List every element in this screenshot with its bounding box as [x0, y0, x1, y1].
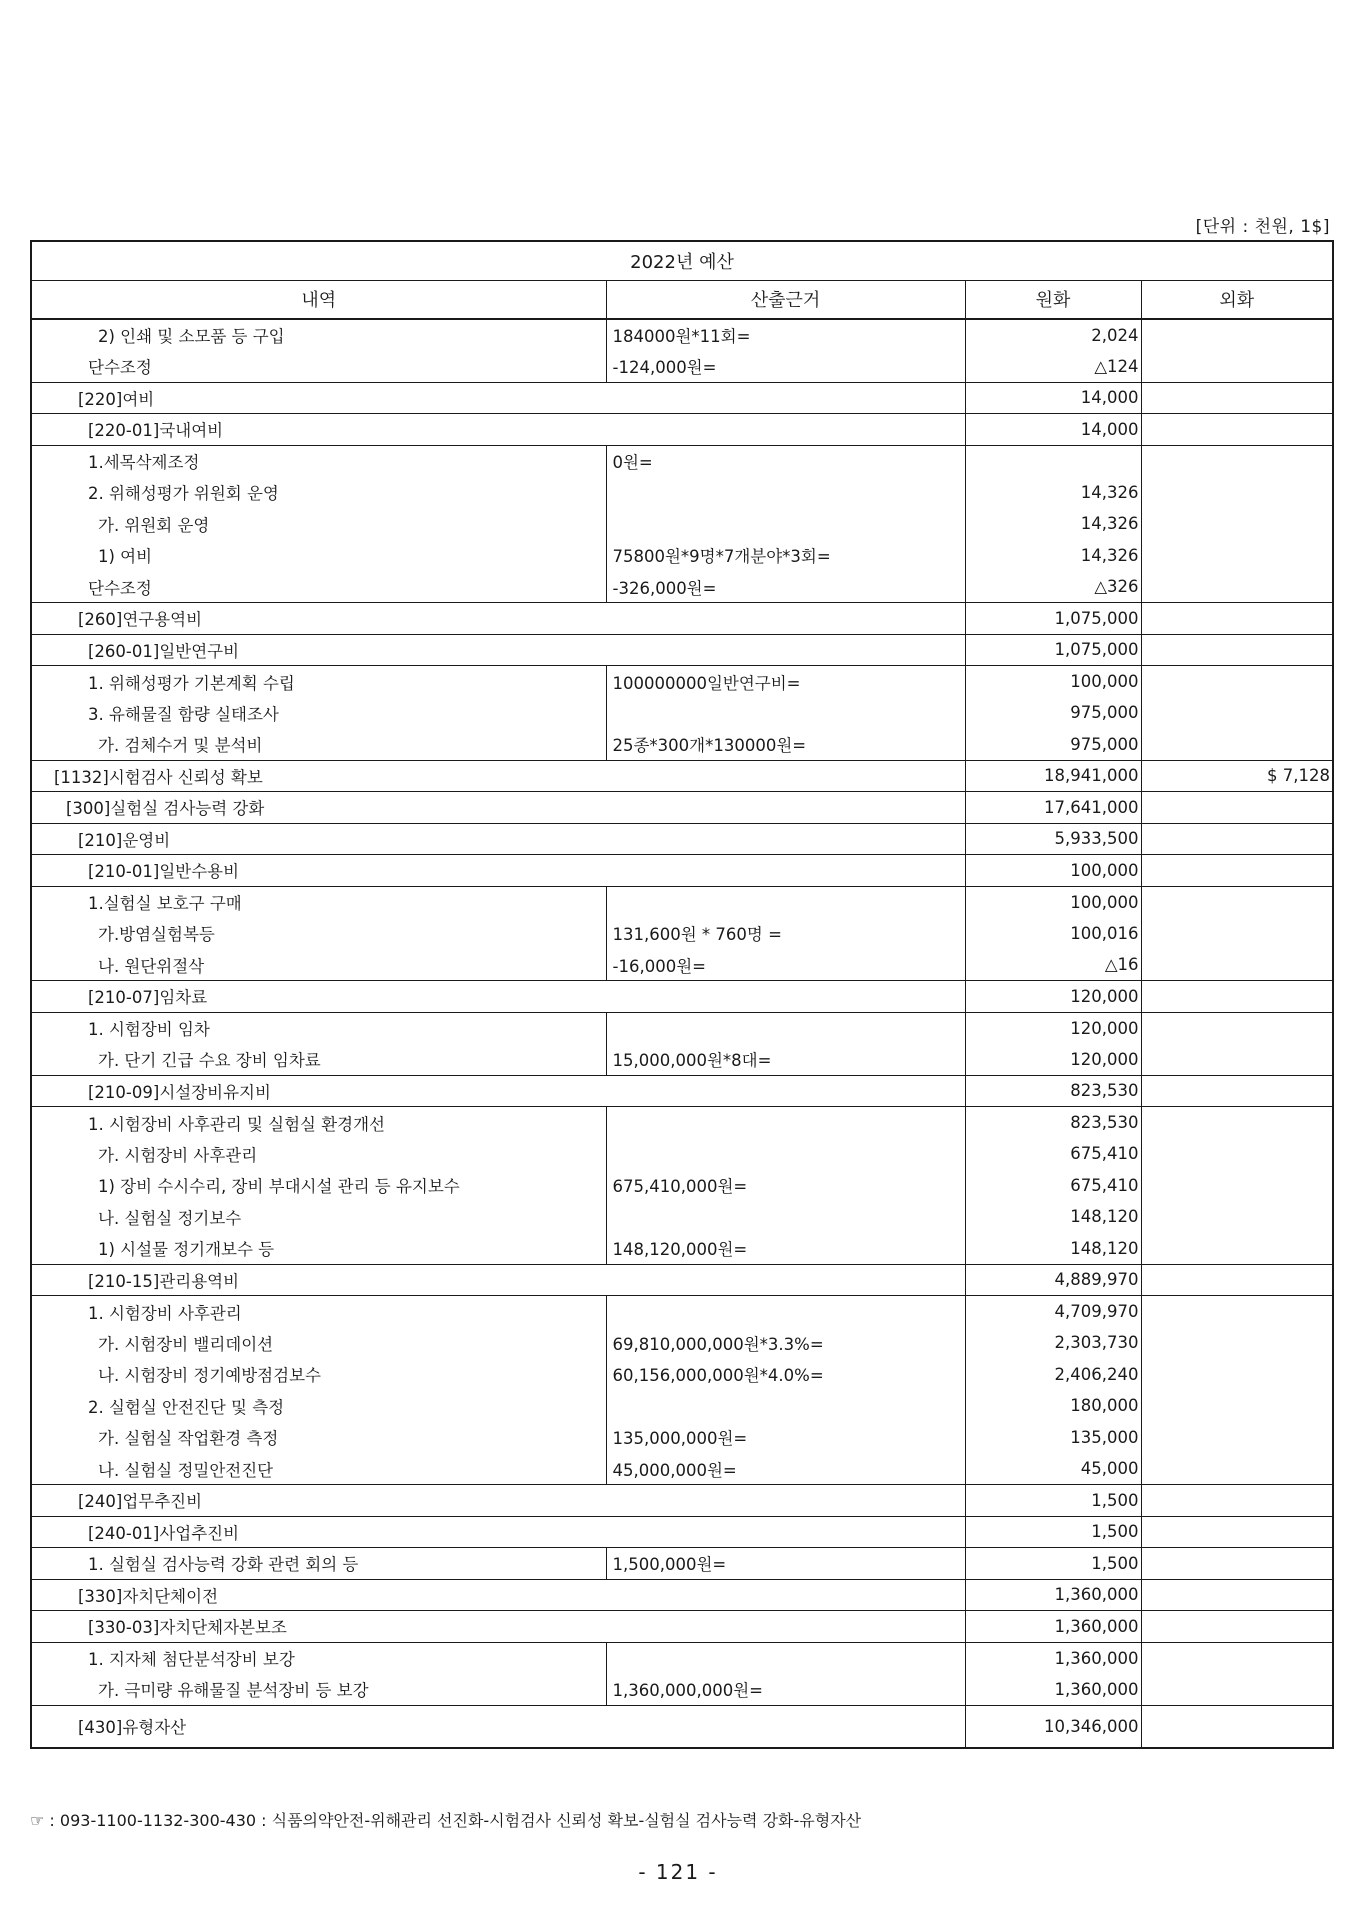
- row-foreign-amount: [1141, 1453, 1333, 1485]
- table-row: [31, 918, 1333, 950]
- table-row: [31, 1611, 1333, 1643]
- row-krw-amount: 675,410: [965, 1170, 1141, 1202]
- row-description: 나. 원단위절삭: [31, 949, 606, 981]
- table-row: [31, 1516, 1333, 1548]
- row-foreign-amount: [1141, 918, 1333, 950]
- row-krw-amount: 975,000: [965, 729, 1141, 761]
- row-foreign-amount: [1141, 949, 1333, 981]
- table-row: [31, 540, 1333, 572]
- row-foreign-amount: [1141, 823, 1333, 855]
- row-foreign-amount: [1141, 1390, 1333, 1422]
- row-description: 1.실험실 보호구 구매: [31, 886, 606, 918]
- row-krw-amount: 5,933,500: [965, 823, 1141, 855]
- row-basis: 0원=: [606, 445, 965, 477]
- row-foreign-amount: [1141, 1485, 1333, 1517]
- table-row: [31, 603, 1333, 635]
- row-basis: [606, 1107, 965, 1139]
- row-description: 2. 위해성평가 위원회 운영: [31, 477, 606, 509]
- table-row: [31, 351, 1333, 383]
- row-basis: 69,810,000,000원*3.3%=: [606, 1327, 965, 1359]
- row-foreign-amount: [1141, 792, 1333, 824]
- row-krw-amount: 14,326: [965, 477, 1141, 509]
- row-description: 가.방염실험복등: [31, 918, 606, 950]
- table-row: [31, 1485, 1333, 1517]
- row-krw-amount: △124: [965, 351, 1141, 383]
- row-description: [220]여비: [31, 382, 965, 414]
- table-row: [31, 1327, 1333, 1359]
- row-description: [430]유형자산: [31, 1705, 965, 1748]
- row-basis: [606, 1296, 965, 1328]
- row-description: 가. 시험장비 밸리데이션: [31, 1327, 606, 1359]
- row-krw-amount: 45,000: [965, 1453, 1141, 1485]
- table-row: [31, 792, 1333, 824]
- row-description: 1.세목삭제조정: [31, 445, 606, 477]
- row-basis: 148,120,000원=: [606, 1233, 965, 1265]
- row-foreign-amount: [1141, 382, 1333, 414]
- column-header-foreign: 외화: [1141, 280, 1333, 319]
- row-krw-amount: 100,000: [965, 855, 1141, 887]
- row-foreign-amount: [1141, 697, 1333, 729]
- row-krw-amount: 148,120: [965, 1201, 1141, 1233]
- row-foreign-amount: [1141, 1012, 1333, 1044]
- table-row: [31, 1075, 1333, 1107]
- row-foreign-amount: $ 7,128: [1141, 760, 1333, 792]
- table-row: [31, 1579, 1333, 1611]
- row-basis: 45,000,000원=: [606, 1453, 965, 1485]
- row-description: [330-03]자치단체자본보조: [31, 1611, 965, 1643]
- table-row: [31, 855, 1333, 887]
- row-foreign-amount: [1141, 1264, 1333, 1296]
- row-foreign-amount: [1141, 1642, 1333, 1674]
- row-krw-amount: 180,000: [965, 1390, 1141, 1422]
- column-header-description: 내역: [31, 280, 606, 319]
- row-description: 1. 위해성평가 기본계획 수립: [31, 666, 606, 698]
- row-krw-amount: 823,530: [965, 1107, 1141, 1139]
- row-description: [210-15]관리용역비: [31, 1264, 965, 1296]
- row-krw-amount: 14,000: [965, 414, 1141, 446]
- row-description: [300]실험실 검사능력 강화: [31, 792, 965, 824]
- row-krw-amount: 1,500: [965, 1516, 1141, 1548]
- table-row: [31, 729, 1333, 761]
- row-basis: -16,000원=: [606, 949, 965, 981]
- table-row: [31, 445, 1333, 477]
- row-foreign-amount: [1141, 571, 1333, 603]
- row-krw-amount: 2,406,240: [965, 1359, 1141, 1391]
- row-foreign-amount: [1141, 445, 1333, 477]
- table-row: [31, 477, 1333, 509]
- table-row: [31, 666, 1333, 698]
- row-krw-amount: 2,303,730: [965, 1327, 1141, 1359]
- row-foreign-amount: [1141, 855, 1333, 887]
- row-description: 가. 시험장비 사후관리: [31, 1138, 606, 1170]
- row-description: 1) 장비 수시수리, 장비 부대시설 관리 등 유지보수: [31, 1170, 606, 1202]
- table-row: [31, 571, 1333, 603]
- table-row: [31, 1296, 1333, 1328]
- table-row: [31, 1453, 1333, 1485]
- table-row: [31, 1233, 1333, 1265]
- table-row: [31, 1422, 1333, 1454]
- row-basis: [606, 477, 965, 509]
- row-description: 가. 위원회 운영: [31, 508, 606, 540]
- row-foreign-amount: [1141, 1579, 1333, 1611]
- row-basis: [606, 1642, 965, 1674]
- footnote: ☞ : 093-1100-1132-300-430 : 식품의약안전-위해관리 선진화-시험검사 신뢰성 확보-실험실 검사능력 강화-유형자산: [30, 1811, 862, 1830]
- row-krw-amount: 14,326: [965, 508, 1141, 540]
- table-row: [31, 1264, 1333, 1296]
- row-description: 2. 실험실 안전진단 및 측정: [31, 1390, 606, 1422]
- row-foreign-amount: [1141, 981, 1333, 1013]
- row-basis: [606, 1201, 965, 1233]
- row-foreign-amount: [1141, 729, 1333, 761]
- row-krw-amount: 120,000: [965, 1012, 1141, 1044]
- table-row: [31, 1642, 1333, 1674]
- row-krw-amount: 2,024: [965, 319, 1141, 351]
- row-krw-amount: [965, 445, 1141, 477]
- row-krw-amount: 1,075,000: [965, 603, 1141, 635]
- row-foreign-amount: [1141, 1327, 1333, 1359]
- row-basis: 135,000,000원=: [606, 1422, 965, 1454]
- row-description: 가. 단기 긴급 수요 장비 임차료: [31, 1044, 606, 1076]
- table-row: [31, 382, 1333, 414]
- row-foreign-amount: [1141, 1201, 1333, 1233]
- row-krw-amount: 100,000: [965, 886, 1141, 918]
- row-foreign-amount: [1141, 351, 1333, 383]
- row-basis: 100000000일반연구비=: [606, 666, 965, 698]
- row-description: 가. 실험실 작업환경 측정: [31, 1422, 606, 1454]
- row-krw-amount: 1,360,000: [965, 1611, 1141, 1643]
- row-krw-amount: 100,016: [965, 918, 1141, 950]
- row-foreign-amount: [1141, 603, 1333, 635]
- row-foreign-amount: [1141, 1107, 1333, 1139]
- row-description: [240]업무추진비: [31, 1485, 965, 1517]
- row-description: [210]운영비: [31, 823, 965, 855]
- row-foreign-amount: [1141, 1233, 1333, 1265]
- table-row: [31, 760, 1333, 792]
- row-krw-amount: 1,500: [965, 1485, 1141, 1517]
- table-row: [31, 1548, 1333, 1580]
- row-description: 1. 시험장비 사후관리 및 실험실 환경개선: [31, 1107, 606, 1139]
- row-description: 1) 여비: [31, 540, 606, 572]
- row-foreign-amount: [1141, 1138, 1333, 1170]
- row-foreign-amount: [1141, 886, 1333, 918]
- row-description: 나. 실험실 정기보수: [31, 1201, 606, 1233]
- row-basis: [606, 1138, 965, 1170]
- page-number: - 121 -: [638, 1860, 718, 1884]
- unit-label: [단위 : 천원, 1$]: [1195, 217, 1330, 237]
- row-krw-amount: 975,000: [965, 697, 1141, 729]
- row-krw-amount: 18,941,000: [965, 760, 1141, 792]
- row-basis: 184000원*11회=: [606, 319, 965, 351]
- table-row: [31, 1674, 1333, 1706]
- row-basis: -124,000원=: [606, 351, 965, 383]
- row-foreign-amount: [1141, 1705, 1333, 1748]
- row-basis: [606, 886, 965, 918]
- row-description: 나. 시험장비 정기예방점검보수: [31, 1359, 606, 1391]
- row-krw-amount: 14,000: [965, 382, 1141, 414]
- row-basis: 60,156,000,000원*4.0%=: [606, 1359, 965, 1391]
- row-krw-amount: 1,360,000: [965, 1579, 1141, 1611]
- row-foreign-amount: [1141, 1170, 1333, 1202]
- column-header-krw: 원화: [965, 280, 1141, 319]
- row-krw-amount: 148,120: [965, 1233, 1141, 1265]
- row-description: 가. 극미량 유해물질 분석장비 등 보강: [31, 1674, 606, 1706]
- row-basis: 1,360,000,000원=: [606, 1674, 965, 1706]
- row-foreign-amount: [1141, 1674, 1333, 1706]
- row-krw-amount: 14,326: [965, 540, 1141, 572]
- row-description: [220-01]국내여비: [31, 414, 965, 446]
- row-description: [260]연구용역비: [31, 603, 965, 635]
- row-description: 1. 지자체 첨단분석장비 보강: [31, 1642, 606, 1674]
- row-krw-amount: 4,889,970: [965, 1264, 1141, 1296]
- table-row: [31, 1359, 1333, 1391]
- row-foreign-amount: [1141, 477, 1333, 509]
- row-foreign-amount: [1141, 1548, 1333, 1580]
- row-krw-amount: 10,346,000: [965, 1705, 1141, 1748]
- row-description: [210-09]시설장비유지비: [31, 1075, 965, 1107]
- row-basis: 675,410,000원=: [606, 1170, 965, 1202]
- table-row: [31, 981, 1333, 1013]
- row-foreign-amount: [1141, 1611, 1333, 1643]
- row-basis: 131,600원 * 760명 =: [606, 918, 965, 950]
- row-description: 1. 실험실 검사능력 강화 관련 회의 등: [31, 1548, 606, 1580]
- row-description: 2) 인쇄 및 소모품 등 구입: [31, 319, 606, 351]
- table-row: [31, 634, 1333, 666]
- row-description: 단수조정: [31, 351, 606, 383]
- table-row: [31, 1390, 1333, 1422]
- row-foreign-amount: [1141, 1296, 1333, 1328]
- table-row: [31, 414, 1333, 446]
- row-krw-amount: △16: [965, 949, 1141, 981]
- row-krw-amount: 120,000: [965, 981, 1141, 1013]
- row-krw-amount: 135,000: [965, 1422, 1141, 1454]
- table-row: [31, 1705, 1333, 1748]
- row-krw-amount: 17,641,000: [965, 792, 1141, 824]
- row-basis: 25종*300개*130000원=: [606, 729, 965, 761]
- row-foreign-amount: [1141, 1044, 1333, 1076]
- table-row: [31, 1107, 1333, 1139]
- row-description: 1. 시험장비 사후관리: [31, 1296, 606, 1328]
- row-description: 3. 유해물질 함량 실태조사: [31, 697, 606, 729]
- table-row: [31, 1012, 1333, 1044]
- row-description: [210-07]임차료: [31, 981, 965, 1013]
- table-row: [31, 319, 1333, 351]
- row-krw-amount: 823,530: [965, 1075, 1141, 1107]
- row-krw-amount: 4,709,970: [965, 1296, 1141, 1328]
- row-foreign-amount: [1141, 666, 1333, 698]
- row-krw-amount: 1,360,000: [965, 1642, 1141, 1674]
- row-description: [1132]시험검사 신뢰성 확보: [31, 760, 965, 792]
- table-row: [31, 1170, 1333, 1202]
- row-basis: 15,000,000원*8대=: [606, 1044, 965, 1076]
- row-foreign-amount: [1141, 1075, 1333, 1107]
- table-title-row: [31, 241, 1333, 280]
- row-description: [260-01]일반연구비: [31, 634, 965, 666]
- table-row: [31, 949, 1333, 981]
- row-description: [210-01]일반수용비: [31, 855, 965, 887]
- row-krw-amount: 1,075,000: [965, 634, 1141, 666]
- row-basis: -326,000원=: [606, 571, 965, 603]
- row-foreign-amount: [1141, 634, 1333, 666]
- row-foreign-amount: [1141, 1359, 1333, 1391]
- budget-table: [30, 240, 1334, 1749]
- table-row: [31, 886, 1333, 918]
- row-description: 1) 시설물 정기개보수 등: [31, 1233, 606, 1265]
- table-row: [31, 1044, 1333, 1076]
- table-row: [31, 1201, 1333, 1233]
- row-foreign-amount: [1141, 1422, 1333, 1454]
- table-row: [31, 508, 1333, 540]
- row-basis: 75800원*9명*7개분야*3회=: [606, 540, 965, 572]
- row-foreign-amount: [1141, 414, 1333, 446]
- row-krw-amount: 675,410: [965, 1138, 1141, 1170]
- row-description: 가. 검체수거 및 분석비: [31, 729, 606, 761]
- table-header-row: [31, 280, 1333, 319]
- row-basis: [606, 508, 965, 540]
- row-foreign-amount: [1141, 1516, 1333, 1548]
- table-row: [31, 1138, 1333, 1170]
- row-basis: [606, 1390, 965, 1422]
- row-description: 1. 시험장비 임차: [31, 1012, 606, 1044]
- row-basis: [606, 697, 965, 729]
- row-krw-amount: △326: [965, 571, 1141, 603]
- row-foreign-amount: [1141, 540, 1333, 572]
- row-foreign-amount: [1141, 508, 1333, 540]
- row-description: [240-01]사업추진비: [31, 1516, 965, 1548]
- row-krw-amount: 1,500: [965, 1548, 1141, 1580]
- table-row: [31, 697, 1333, 729]
- row-description: [330]자치단체이전: [31, 1579, 965, 1611]
- row-krw-amount: 100,000: [965, 666, 1141, 698]
- row-basis: 1,500,000원=: [606, 1548, 965, 1580]
- row-description: 나. 실험실 정밀안전진단: [31, 1453, 606, 1485]
- table-title: 2022년 예산: [31, 241, 1333, 280]
- table-body: [31, 319, 1333, 1748]
- row-basis: [606, 1012, 965, 1044]
- column-header-basis: 산출근거: [606, 280, 965, 319]
- row-krw-amount: 1,360,000: [965, 1674, 1141, 1706]
- row-description: 단수조정: [31, 571, 606, 603]
- table-row: [31, 823, 1333, 855]
- row-krw-amount: 120,000: [965, 1044, 1141, 1076]
- row-foreign-amount: [1141, 319, 1333, 351]
